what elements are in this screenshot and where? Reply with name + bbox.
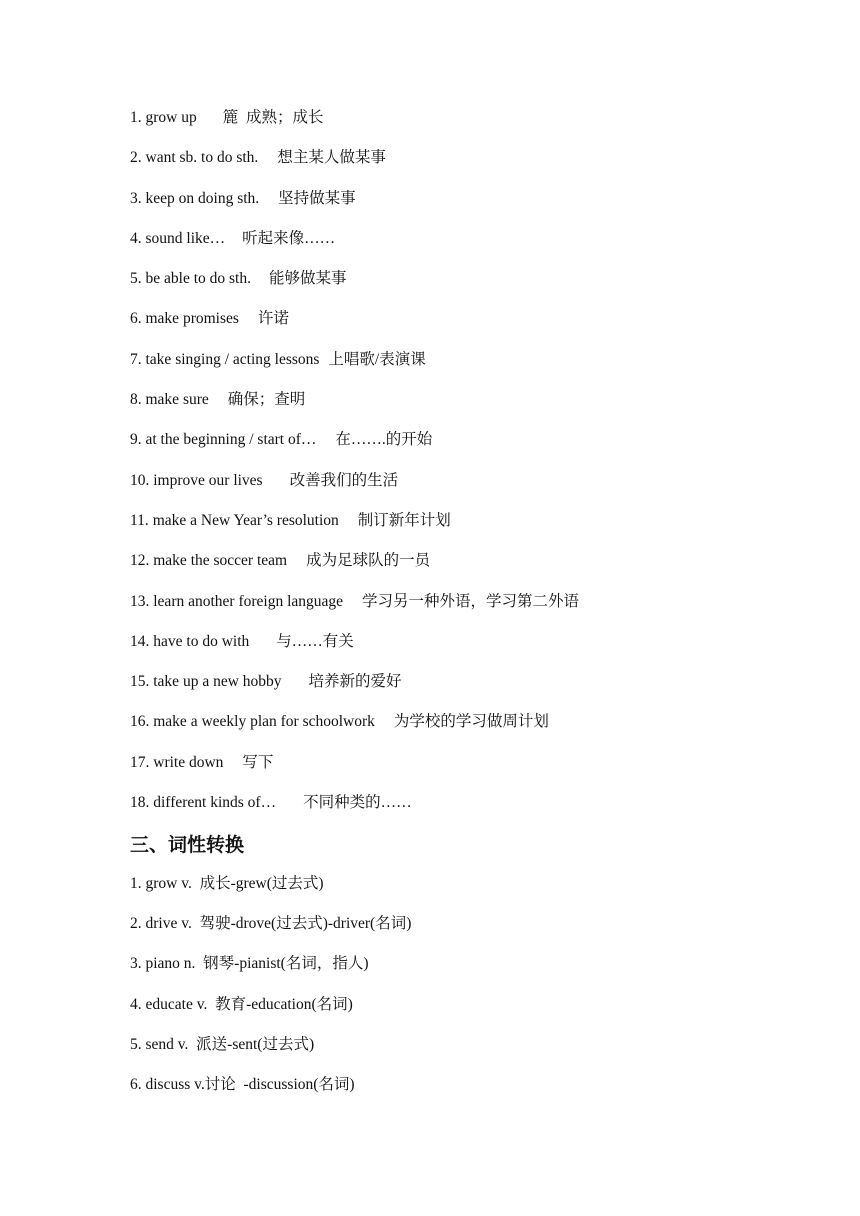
phrase-chinese: 为学校的学习做周计划	[393, 713, 549, 731]
phrase-english: make sure	[145, 391, 209, 409]
phrase-item	[130, 385, 830, 425]
phrase-chinese: 许诺	[257, 310, 289, 328]
phrase-item	[130, 788, 830, 828]
phrase-chinese: 成为足球队的一员	[306, 552, 431, 570]
phrase-item	[130, 304, 830, 344]
phrase-item	[130, 143, 830, 183]
phrase-item	[130, 345, 830, 385]
phrase-english: make the soccer team	[153, 552, 288, 570]
word-conversion-list	[130, 869, 830, 1111]
phrase-number: 8.	[130, 391, 142, 409]
phrase-item	[130, 748, 830, 788]
phrase-english: take singing / acting lessons	[145, 350, 320, 368]
phrase-english: have to do with	[153, 632, 250, 650]
phrase-item	[130, 224, 830, 264]
phrase-chinese: 与……有关	[276, 632, 354, 650]
phrase-item	[130, 707, 830, 747]
conversion-number: 4.	[130, 995, 142, 1013]
conversion-text: send v. 派送-sent(过去式)	[145, 1035, 315, 1053]
phrase-number: 13.	[130, 592, 150, 610]
phrase-chinese: 上唱歌/表演课	[328, 350, 426, 368]
phrase-chinese: 写下	[242, 753, 274, 771]
conversion-number: 3.	[130, 955, 142, 973]
phrase-english: keep on doing sth.	[145, 189, 260, 207]
conversion-number: 1.	[130, 874, 142, 892]
phrase-item	[130, 184, 830, 224]
conversion-item	[130, 909, 830, 949]
phrase-chinese: 学习另一种外语，学习第二外语	[362, 592, 580, 610]
phrase-english: improve our lives	[153, 471, 263, 489]
conversion-number: 2.	[130, 914, 142, 932]
document-page	[130, 103, 830, 1110]
conversion-item	[130, 990, 830, 1030]
section-heading: 三、词性转换	[130, 834, 245, 857]
phrase-chinese: 培养新的爱好	[308, 673, 402, 691]
conversion-number: 6.	[130, 1076, 142, 1094]
phrase-chinese: 确保；查明	[227, 391, 306, 409]
phrase-chinese: 在…….的开始	[335, 431, 433, 449]
phrase-number: 1.	[130, 109, 142, 126]
phrase-item	[130, 506, 830, 546]
phrase-number: 6.	[130, 310, 142, 328]
conversion-item	[130, 869, 830, 909]
phrase-item	[130, 264, 830, 304]
phrase-number: 3.	[130, 189, 142, 207]
phrase-item	[130, 546, 830, 586]
phrase-chinese: 改善我们的生活	[289, 471, 399, 489]
phrase-english: write down	[153, 753, 224, 771]
phrase-chinese: 坚持做某事	[278, 189, 356, 207]
phrase-english: make a weekly plan for schoolwork	[153, 713, 375, 731]
phrase-english: make a New Year’s resolution	[152, 511, 339, 529]
phrase-item	[130, 667, 830, 707]
phrase-item	[130, 587, 830, 627]
phrase-item	[130, 466, 830, 506]
phrase-chinese: 不同种类的……	[303, 794, 412, 812]
phrase-list	[130, 103, 830, 828]
conversion-text: educate v. 教育-education(名词)	[145, 995, 353, 1013]
phrase-english: make promises	[145, 310, 239, 328]
phrase-english: different kinds of…	[153, 794, 277, 812]
phrase-chinese: 听起来像……	[242, 229, 336, 247]
phrase-number: 17.	[130, 753, 150, 771]
phrase-number: 5.	[130, 270, 142, 288]
conversion-text: discuss v.讨论 -discussion(名词)	[145, 1076, 355, 1094]
conversion-text: drive v. 驾驶-drove(过去式)-driver(名词)	[145, 914, 412, 932]
conversion-number: 5.	[130, 1035, 142, 1053]
phrase-number: 4.	[130, 229, 142, 247]
phrase-chinese: 能够做某事	[268, 270, 347, 288]
phrase-item	[130, 103, 830, 143]
phrase-chinese: 想主某人做某事	[277, 149, 386, 167]
phrase-chinese: 制订新年计划	[357, 511, 451, 529]
conversion-text: piano n. 钢琴-pianist(名词，指人)	[145, 955, 369, 973]
phrase-english: grow up	[145, 109, 197, 126]
phrase-english: learn another foreign language	[153, 592, 344, 610]
phrase-english: be able to do sth.	[145, 270, 251, 288]
phrase-number: 14.	[130, 632, 150, 650]
phrase-number: 11.	[130, 511, 149, 529]
phrase-chinese: 簏 成熟；成长	[222, 109, 324, 126]
conversion-item	[130, 1030, 830, 1070]
phrase-number: 15.	[130, 673, 150, 691]
phrase-number: 18.	[130, 794, 150, 812]
phrase-item	[130, 425, 830, 465]
phrase-number: 7.	[130, 350, 142, 368]
phrase-item	[130, 627, 830, 667]
phrase-number: 12.	[130, 552, 150, 570]
phrase-number: 2.	[130, 149, 142, 167]
phrase-number: 9.	[130, 431, 142, 449]
conversion-item	[130, 1070, 830, 1110]
phrase-number: 16.	[130, 713, 150, 731]
conversion-text: grow v. 成长-grew(过去式)	[145, 874, 324, 892]
phrase-english: at the beginning / start of…	[145, 431, 317, 449]
phrase-english: take up a new hobby	[153, 673, 282, 691]
phrase-english: sound like…	[145, 229, 226, 247]
conversion-item	[130, 949, 830, 989]
phrase-english: want sb. to do sth.	[145, 149, 259, 167]
phrase-number: 10.	[130, 471, 150, 489]
